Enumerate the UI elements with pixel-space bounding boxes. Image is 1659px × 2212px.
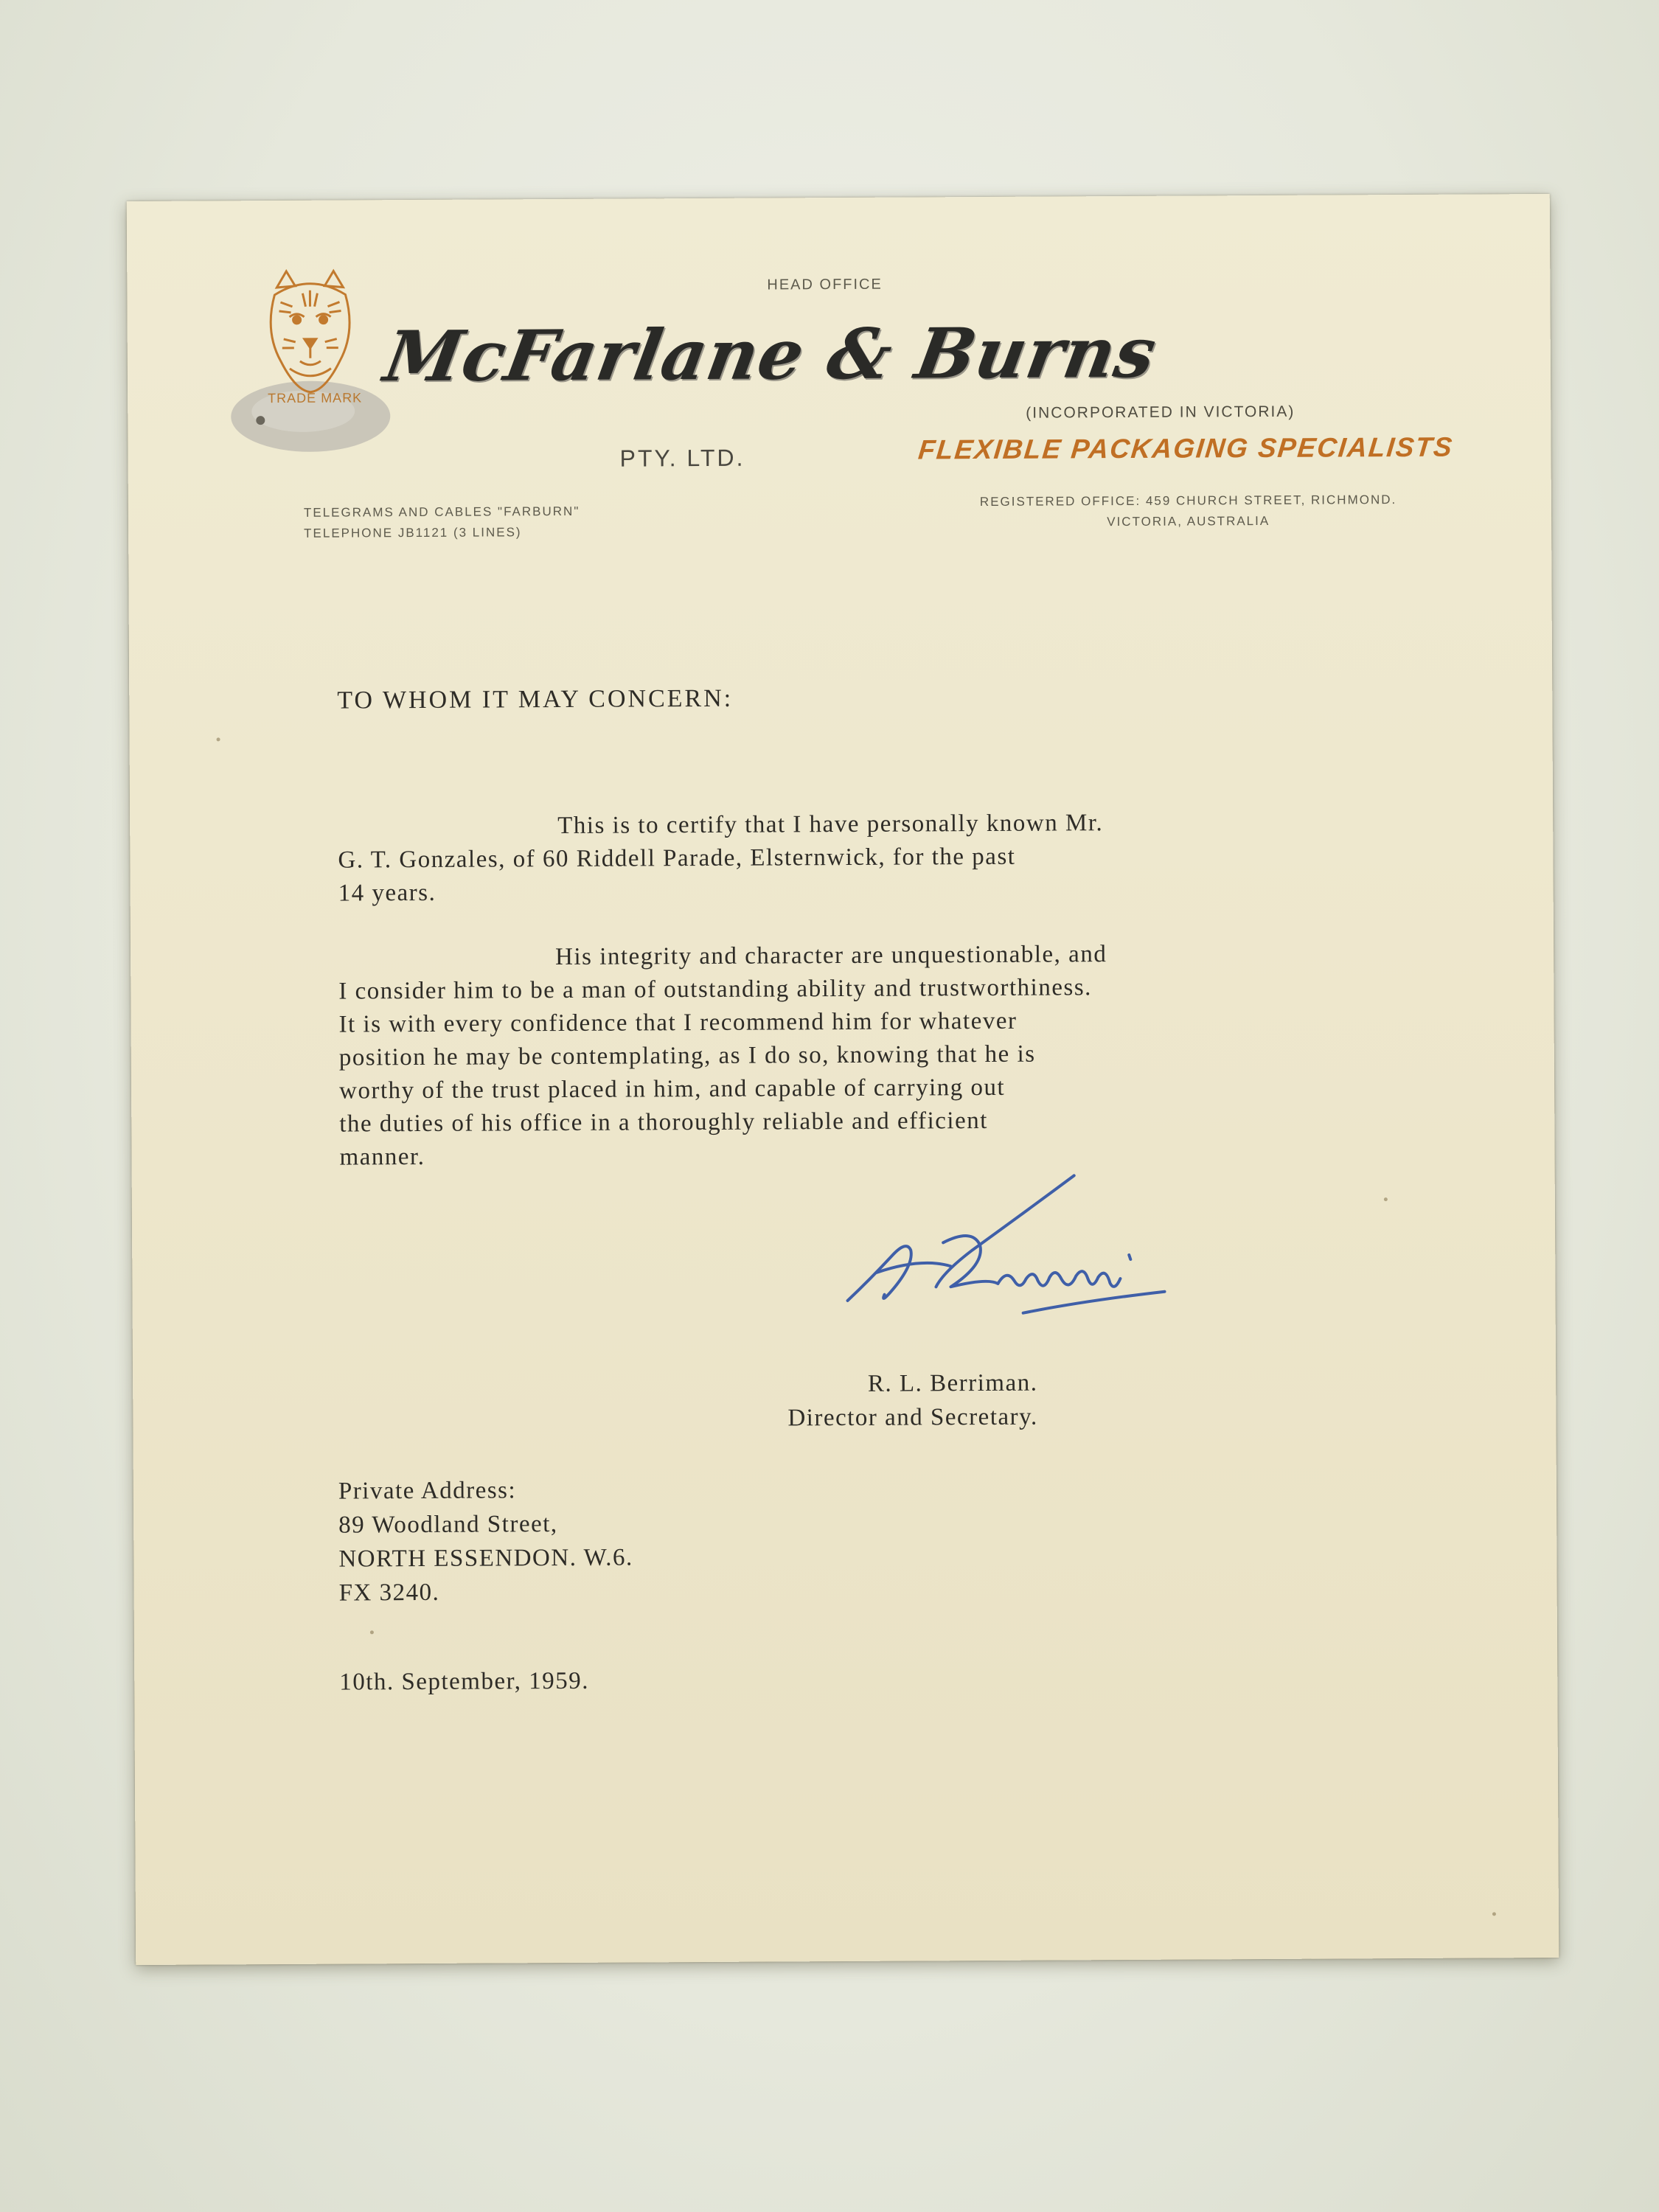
address-line: Private Address:	[338, 1477, 517, 1505]
paragraph-2	[338, 938, 1108, 1174]
handwritten-signature	[840, 1168, 1172, 1332]
paragraph-line: 14 years.	[338, 879, 437, 907]
incorporation-note: (INCORPORATED IN VICTORIA)	[1026, 403, 1295, 422]
company-suffix: PTY. LTD.	[619, 444, 745, 472]
contact-block	[304, 501, 580, 544]
telephone-line: TELEPHONE JB1121 (3 LINES)	[304, 525, 522, 540]
trade-mark-label: TRADE MARK	[268, 390, 363, 406]
paragraph-line: I consider him to be a man of outstanding ability and trustworthiness.	[338, 974, 1092, 1005]
paper-speck	[370, 1630, 374, 1634]
paragraph-line: It is with every confidence that I recommend him for whatever	[338, 1007, 1018, 1038]
address-line: FX 3240.	[338, 1579, 440, 1607]
paper-speck	[1384, 1197, 1388, 1201]
paragraph-line: His integrity and character are unquestionable, and	[555, 941, 1107, 971]
signer-title: Director and Secretary.	[787, 1403, 1038, 1432]
salutation: TO WHOM IT MAY CONCERN:	[337, 684, 734, 714]
paragraph-line: G. T. Gonzales, of 60 Riddell Parade, Elsternwick, for the past	[338, 843, 1016, 874]
paper-speck	[1492, 1912, 1496, 1916]
address-line: NORTH ESSENDON. W.6.	[338, 1544, 633, 1573]
head-office-label: HEAD OFFICE	[767, 276, 883, 293]
tiger-head-icon	[221, 265, 399, 457]
letter-date: 10th. September, 1959.	[339, 1667, 590, 1696]
paragraph-line: This is to certify that I have personally known Mr.	[557, 810, 1104, 840]
paragraph-1	[338, 807, 1104, 910]
paragraph-line: position he may be contemplating, as I do so, knowing that he is	[338, 1040, 1036, 1071]
telegrams-line: TELEGRAMS AND CABLES "FARBURN"	[303, 504, 580, 520]
signer-name: R. L. Berriman.	[867, 1369, 1038, 1397]
paragraph-line: worthy of the trust placed in him, and capable of carrying out	[338, 1074, 1006, 1105]
signer-block	[787, 1366, 1038, 1436]
company-tagline: FLEXIBLE PACKAGING SPECIALISTS	[917, 431, 1455, 465]
paper-speck	[217, 737, 220, 741]
paragraph-line: the duties of his office in a thoroughly reliable and efficient	[339, 1107, 988, 1138]
private-address	[338, 1472, 633, 1610]
registered-office-line: REGISTERED OFFICE: 459 CHURCH STREET, RICHMOND.	[979, 493, 1397, 509]
registered-office-block	[980, 490, 1397, 533]
registered-city-line: VICTORIA, AUSTRALIA	[1107, 513, 1270, 529]
paragraph-line: manner.	[339, 1143, 425, 1171]
letter-sheet	[127, 194, 1559, 1965]
address-line: 89 Woodland Street,	[338, 1511, 558, 1539]
company-name: McFarlane & Burns	[378, 312, 1163, 398]
